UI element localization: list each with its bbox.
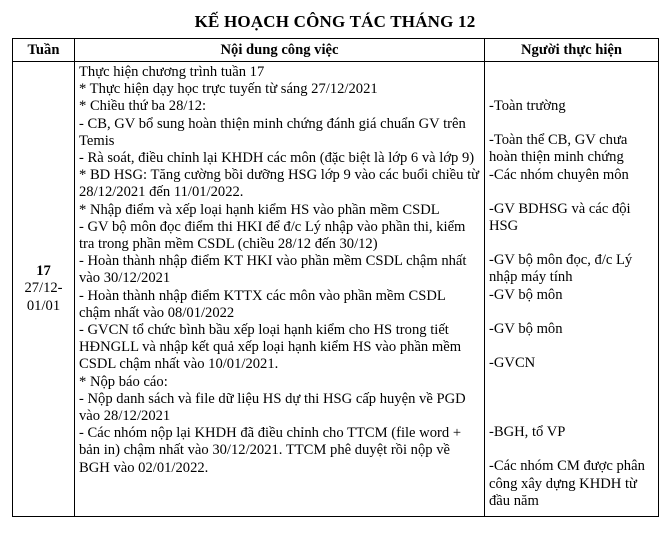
person-line: -GV bộ môn (489, 286, 563, 303)
header-week: Tuần (13, 39, 75, 62)
content-line: * Nhập điểm và xếp loại hạnh kiểm HS vào phần mềm CSDL (79, 201, 440, 218)
person-line: -Các nhóm chuyên môn (489, 166, 629, 183)
content-line: * Nộp báo cáo: (79, 373, 168, 390)
header-person: Người thực hiện (485, 39, 659, 62)
table-row (13, 62, 659, 517)
spacer (489, 115, 654, 132)
person-line: -GV bộ môn (489, 320, 563, 337)
person-line: -Toàn trường (489, 98, 566, 114)
content-line: - Hoàn thành nhập điểm KT HKI vào phần mềm CSDL chậm nhất vào 30/12/2021 (79, 253, 467, 287)
content-line: - Hoàn thành nhập điểm KTTX các môn vào phần mềm CSDL chậm nhất vào 08/01/2022 (79, 287, 446, 321)
week-range-start: 27/12- (24, 280, 63, 297)
person-cell (485, 62, 659, 517)
person-line: -GV bộ môn đọc, đ/c Lý nhập máy tính (489, 252, 633, 286)
document-title: KẾ HOẠCH CÔNG TÁC THÁNG 12 (194, 12, 476, 31)
person-line: -Các nhóm CM được phân công xây dựng KHDH từ đầu năm (489, 458, 645, 509)
content-line: - Rà soát, điều chỉnh lại KHDH các môn (đặc biệt là lớp 6 và lớp 9) (79, 150, 475, 167)
content-cell (75, 62, 485, 517)
content-line: * Thực hiện dạy học trực tuyến từ sáng 27/12/2021 (79, 81, 378, 98)
spacer (489, 441, 654, 458)
week-range-end: 01/01 (26, 297, 61, 314)
content-line: - Nộp danh sách và file dữ liệu HS dự thi HSG cấp huyện về PGD vào 28/12/2021 (79, 390, 466, 425)
spacer (489, 184, 654, 201)
spacer (489, 304, 654, 321)
work-plan-table (12, 38, 659, 517)
spacer (489, 372, 654, 424)
spacer (489, 64, 654, 98)
content-line: - GVCN tổ chức bình bầu xếp loại hạnh kiểm cho HS trong tiết HĐNGLL và nhập kết quả xếp loại hạnh kiểm HS vào phần mềm CSDL chậm nhất vào 10/01/2021. (79, 322, 462, 373)
person-line: -GV BDHSG và các đội HSG (489, 200, 631, 235)
spacer (489, 235, 654, 252)
week-cell (13, 62, 75, 517)
header-content: Nội dung công việc (75, 39, 485, 62)
content-line: Thực hiện chương trình tuần 17 (79, 64, 265, 80)
person-line: -Toàn thể CB, GV chưa hoàn thiện minh chứng (489, 132, 628, 166)
content-line: - Các nhóm nộp lại KHDH đã điều chỉnh cho TTCM (file word + bản in) chậm nhất vào 30/12/2021. TTCM phê duyệt rồi nộp về BGH vào 02/01/2022. (79, 425, 462, 476)
spacer (489, 338, 654, 355)
person-line: -GVCN (489, 355, 536, 372)
table-header-row (13, 39, 659, 62)
content-line: - GV bộ môn đọc điểm thi HKI để đ/c Lý nhập vào phần thi, kiểm tra trong phần mềm CSDL (chiều 28/12 đến 30/12) (79, 218, 466, 253)
content-line: * Chiều thứ ba 28/12: (79, 98, 207, 115)
week-number: 17 (36, 263, 51, 280)
content-line: * BD HSG: Tăng cường bồi dưỡng HSG lớp 9 vào các buổi chiều từ 28/12/2021 đến 11/01/2022. (79, 167, 480, 201)
person-line: -BGH, tổ VP (489, 424, 566, 441)
content-line: - CB, GV bổ sung hoàn thiện minh chứng đánh giá chuẩn GV trên Temis (79, 115, 466, 149)
